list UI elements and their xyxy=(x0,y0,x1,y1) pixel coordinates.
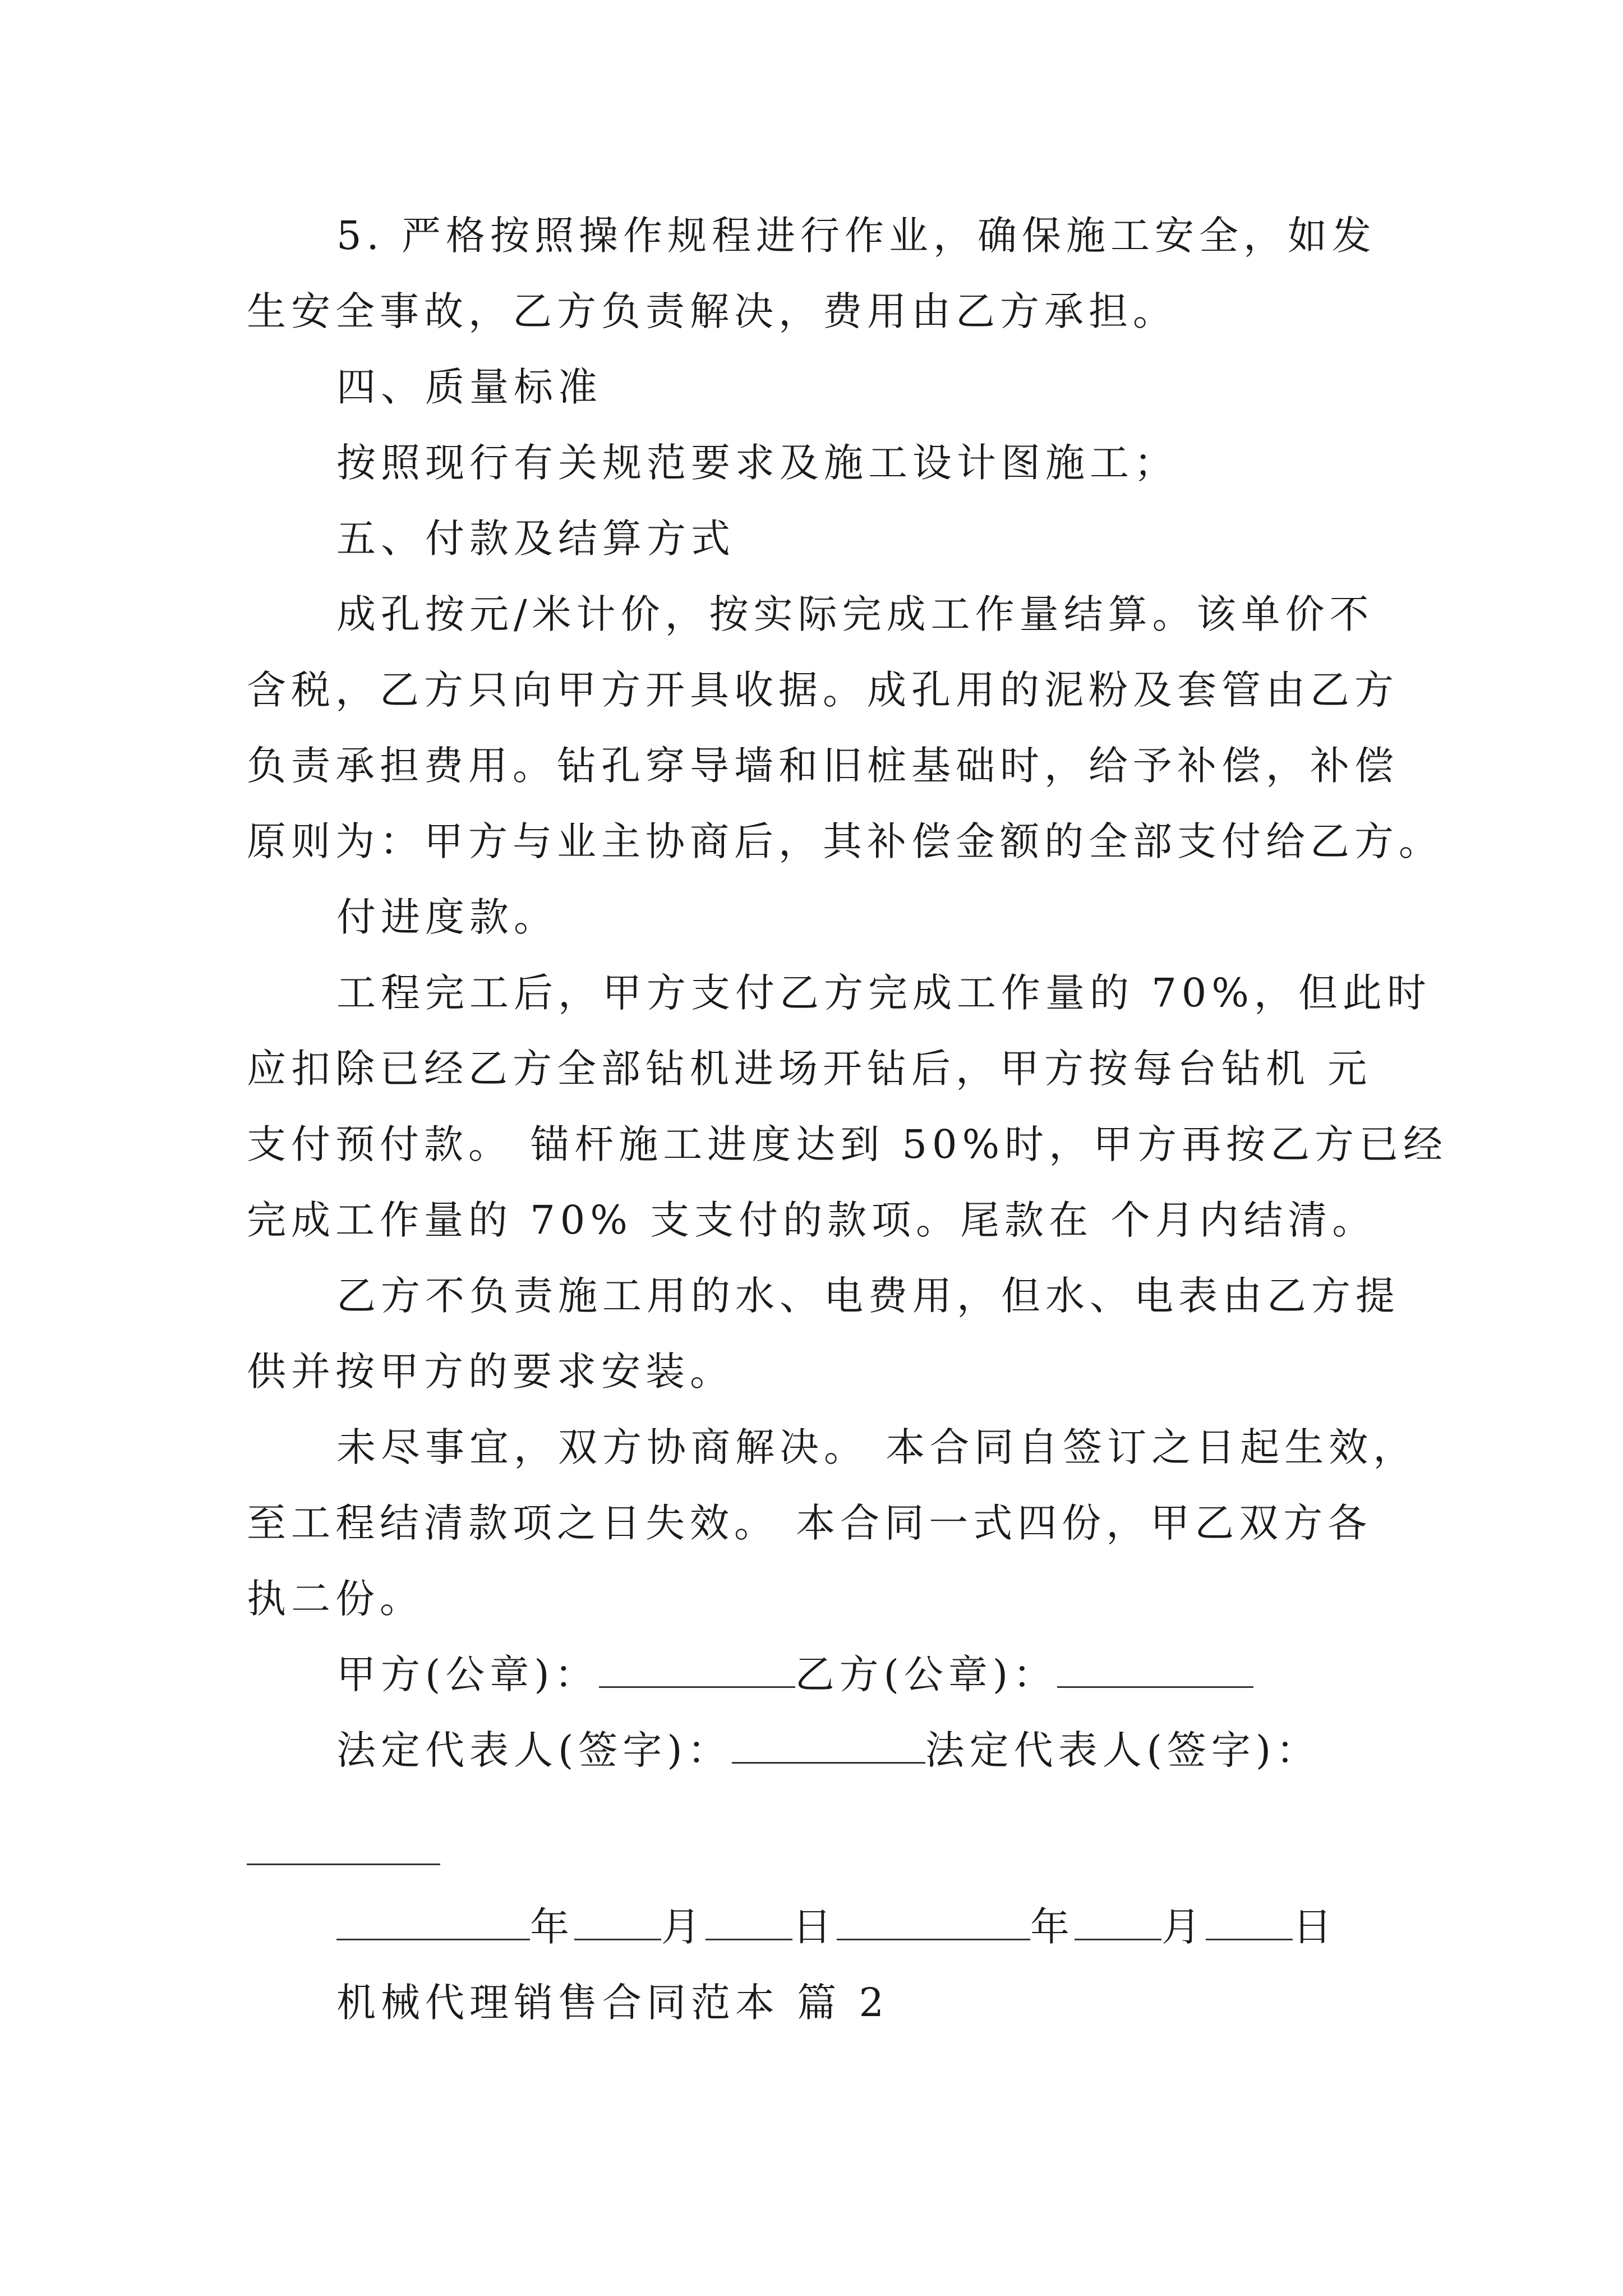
party-a-year-blank xyxy=(336,1903,530,1940)
party-b-year-label: 年 xyxy=(1030,1904,1075,1950)
section-heading-quality: 四、质量标准 xyxy=(336,364,602,410)
date-line xyxy=(336,1902,1337,1952)
party-b-day-label: 日 xyxy=(1293,1904,1337,1950)
quality-text: 按照现行有关规范要求及施工设计图施工； xyxy=(336,440,1178,486)
clause-5-line-1: 5. 严格按照操作规程进行作业，确保施工安全，如发 xyxy=(336,213,1377,259)
utilities-paragraph-line-1: 乙方不负责施工用的水、电费用，但水、电表由乙方提 xyxy=(336,1273,1400,1319)
party-b-day-blank xyxy=(1206,1903,1293,1940)
payment-paragraph-line-2: 含税，乙方只向甲方开具收据。成孔用的泥粉及套管由乙方 xyxy=(247,667,1399,713)
party-a-day-blank xyxy=(706,1903,792,1940)
closing-paragraph-line-3: 执二份。 xyxy=(247,1576,424,1622)
party-b-seal-blank xyxy=(1057,1650,1253,1688)
completion-paragraph-line-2: 应扣除已经乙方全部钻机进场开钻后，甲方按每台钻机 元 xyxy=(247,1046,1372,1092)
completion-paragraph-line-3: 支付预付款。 锚杆施工进度达到 50%时，甲方再按乙方已经 xyxy=(247,1121,1448,1167)
party-b-year-blank xyxy=(837,1903,1030,1940)
party-a-day-label: 日 xyxy=(792,1904,837,1950)
party-b-rep-label: 法定代表人(签字)： xyxy=(925,1727,1321,1773)
party-b-month-label: 月 xyxy=(1161,1904,1206,1950)
clause-5-line-2: 生安全事故，乙方负责解决，费用由乙方承担。 xyxy=(247,288,1177,334)
closing-paragraph-line-2: 至工程结清款项之日失效。 本合同一式四份，甲乙双方各 xyxy=(247,1500,1372,1546)
next-contract-title: 机械代理销售合同范本 篇 2 xyxy=(336,1980,889,2026)
party-b-rep-blank xyxy=(247,1864,440,1865)
party-a-rep-label: 法定代表人(签字)： xyxy=(336,1727,732,1773)
party-a-year-label: 年 xyxy=(530,1904,574,1950)
completion-paragraph-line-1: 工程完工后，甲方支付乙方完成工作量的 70%，但此时 xyxy=(336,970,1431,1016)
party-a-seal-blank xyxy=(599,1650,795,1688)
payment-paragraph-line-1: 成孔按元/米计价，按实际完成工作量结算。该单价不 xyxy=(336,591,1374,637)
party-a-rep-blank xyxy=(732,1726,925,1764)
completion-paragraph-line-4: 完成工作量的 70% 支支付的款项。尾款在 个月内结清。 xyxy=(247,1197,1377,1243)
party-a-month-blank xyxy=(574,1903,661,1940)
party-b-month-blank xyxy=(1075,1903,1161,1940)
section-heading-payment: 五、付款及结算方式 xyxy=(336,516,735,562)
payment-paragraph-line-4: 原则为：甲方与业主协商后，其补偿金额的全部支付给乙方。 xyxy=(247,818,1443,864)
party-a-month-label: 月 xyxy=(661,1904,706,1950)
progress-payment-text: 付进度款。 xyxy=(336,894,558,940)
seal-line xyxy=(336,1649,1253,1700)
representative-line xyxy=(336,1725,1320,1775)
party-b-seal-label: 乙方(公章)： xyxy=(795,1651,1058,1697)
utilities-paragraph-line-2: 供并按甲方的要求安装。 xyxy=(247,1349,734,1395)
payment-paragraph-line-3: 负责承担费用。钻孔穿导墙和旧桩基础时，给予补偿，补偿 xyxy=(247,743,1399,789)
closing-paragraph-line-1: 未尽事宜，双方协商解决。 本合同自签订之日起生效， xyxy=(336,1424,1418,1470)
party-a-seal-label: 甲方(公章)： xyxy=(336,1651,599,1697)
